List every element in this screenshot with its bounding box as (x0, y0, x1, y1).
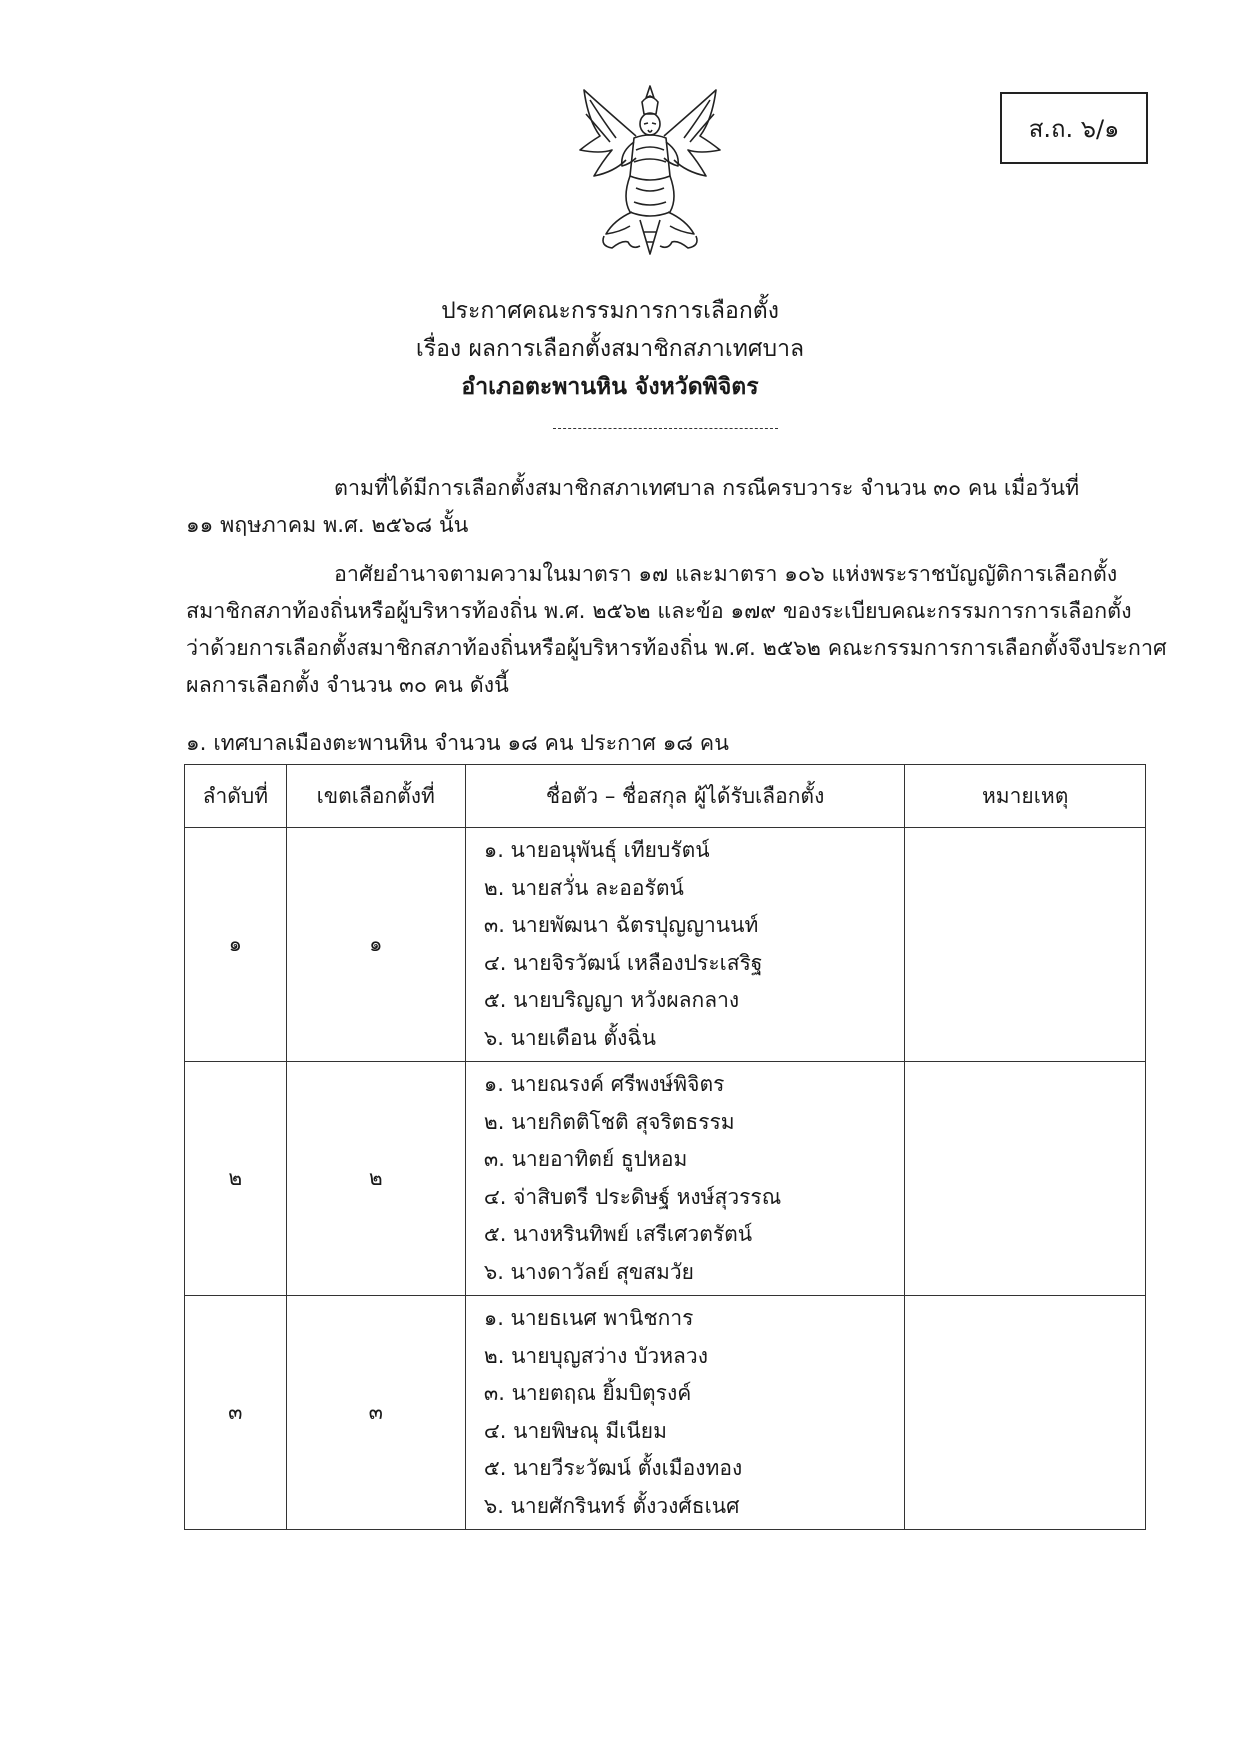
elected-name: ๖. นายเดือน ตั้งฉิ่น (483, 1025, 657, 1050)
elected-name: ๔. นายจิรวัฒน์ เหลืองประเสริฐ (483, 950, 763, 975)
paragraph-2-line-3: ว่าด้วยการเลือกตั้งสมาชิกสภาท้องถิ่นหรือผู้บริหารท้องถิ่น พ.ศ. ๒๕๖๒ คณะกรรมการการเลือกตั้งจึงประกาศ (186, 636, 1167, 661)
cell-district: ๑ (286, 828, 465, 1062)
table-row (185, 828, 1146, 1062)
paragraph-2-line-4: ผลการเลือกตั้ง จำนวน ๓๐ คน ดังนี้ (186, 673, 509, 698)
paragraph-1-line-1: ตามที่ได้มีการเลือกตั้งสมาชิกสภาเทศบาล กรณีครบวาระ จำนวน ๓๐ คน เมื่อวันที่ (334, 476, 1080, 501)
header-remark: หมายเหตุ (905, 765, 1146, 828)
cell-district: ๓ (286, 1296, 465, 1530)
form-code-box: ส.ถ. ๖/๑ (1000, 92, 1148, 164)
cell-order: ๓ (185, 1296, 287, 1530)
title-separator (553, 428, 778, 429)
elected-name: ๓. นายพัฒนา ฉัตรปุญญานนท์ (483, 913, 759, 937)
elected-name: ๕. นายวีระวัฒน์ ตั้งเมืองทอง (483, 1456, 743, 1480)
elected-name: ๔. นายพิษณุ มีเนียม (483, 1418, 667, 1443)
table-row (185, 1296, 1146, 1530)
elected-name: ๒. นายกิตติโชติ สุจริตธรรม (483, 1109, 735, 1134)
elected-name: ๓. นายอาทิตย์ ธูปหอม (483, 1147, 688, 1171)
paragraph-1 (186, 470, 1146, 544)
elected-name: ๕. นางหรินทิพย์ เสรีเศวตรัตน์ (483, 1222, 753, 1246)
elected-name: ๖. นางดาวัลย์ สุขสมวัย (483, 1259, 694, 1284)
title-line-2: เรื่อง ผลการเลือกตั้งสมาชิกสภาเทศบาล (415, 336, 805, 362)
announcement-title (300, 292, 920, 406)
cell-names (465, 1062, 904, 1296)
cell-order: ๑ (185, 828, 287, 1062)
paragraph-2 (186, 556, 1167, 704)
elected-name: ๖. นายศักรินทร์ ตั้งวงศ์ธเนศ (483, 1493, 740, 1518)
paragraph-1-line-2: ๑๑ พฤษภาคม พ.ศ. ๒๕๖๘ นั้น (186, 513, 469, 538)
cell-order: ๒ (185, 1062, 287, 1296)
table-header-row (185, 765, 1146, 828)
garuda-emblem-icon (570, 80, 730, 258)
cell-remark (905, 1296, 1146, 1530)
elected-name: ๔. จ่าสิบตรี ประดิษฐ์ หงษ์สุวรรณ (483, 1184, 782, 1209)
title-line-1: ประกาศคณะกรรมการการเลือกตั้ง (441, 298, 779, 324)
header-district: เขตเลือกตั้งที่ (286, 765, 465, 828)
cell-names (465, 1296, 904, 1530)
cell-remark (905, 1062, 1146, 1296)
elected-name: ๒. นายบุญสว่าง บัวหลวง (483, 1343, 708, 1368)
elected-name: ๓. นายตฤณ ยิ้มบิตุรงค์ (483, 1381, 692, 1405)
elected-name: ๕. นายบริญญา หวังผลกลาง (483, 988, 740, 1012)
table-row (185, 1062, 1146, 1296)
title-line-3: อำเภอตะพานหิน จังหวัดพิจิตร (461, 374, 759, 400)
section-heading: ๑. เทศบาลเมืองตะพานหิน จำนวน ๑๘ คน ประกาศ ๑๘ คน (186, 731, 729, 756)
paragraph-2-line-1: อาศัยอำนาจตามความในมาตรา ๑๗ และมาตรา ๑๐๖ แห่งพระราชบัญญัติการเลือกตั้ง (334, 562, 1118, 587)
election-results-table (184, 764, 1146, 1530)
header-order: ลำดับที่ (185, 765, 287, 828)
cell-remark (905, 828, 1146, 1062)
elected-name: ๒. นายสวั่น ละออรัตน์ (483, 875, 684, 900)
cell-district: ๒ (286, 1062, 465, 1296)
elected-name: ๑. นายธเนศ พานิชการ (483, 1306, 694, 1330)
header-names: ชื่อตัว – ชื่อสกุล ผู้ได้รับเลือกตั้ง (465, 765, 904, 828)
elected-name: ๑. นายณรงค์ ศรีพงษ์พิจิตร (483, 1072, 725, 1096)
paragraph-2-line-2: สมาชิกสภาท้องถิ่นหรือผู้บริหารท้องถิ่น พ.ศ. ๒๕๖๒ และข้อ ๑๗๙ ของระเบียบคณะกรรมการการเลือกตั้ง (186, 599, 1132, 624)
cell-names (465, 828, 904, 1062)
elected-name: ๑. นายอนุพันธุ์ เทียบรัตน์ (483, 838, 710, 862)
